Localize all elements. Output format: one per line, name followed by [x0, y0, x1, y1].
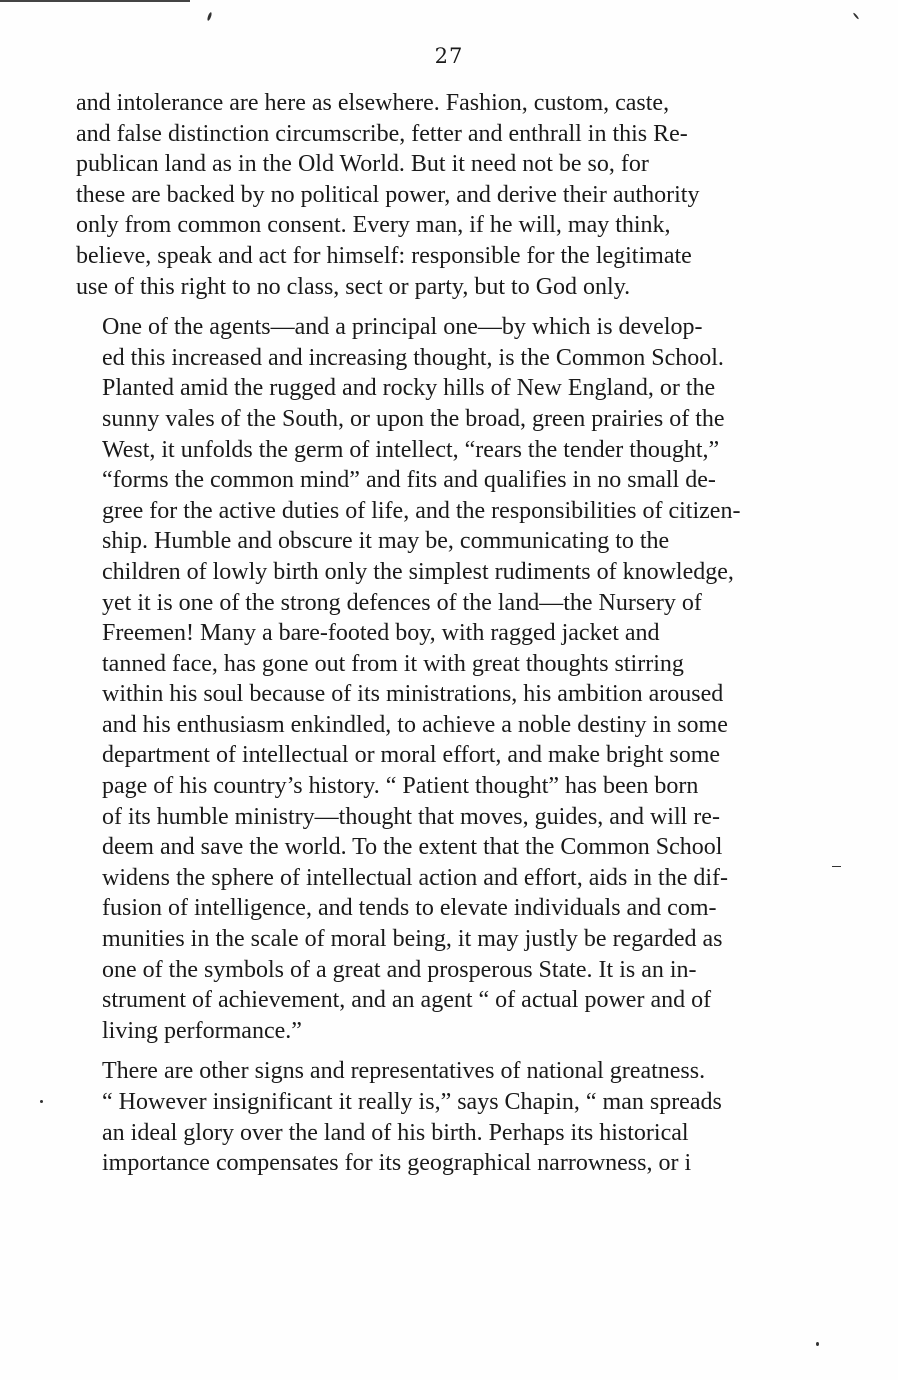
text-line: believe, speak and act for himself: responsible for the legitimate	[76, 242, 692, 269]
text-line: an ideal glory over the land of his birth. Perhaps its historical	[102, 1119, 689, 1146]
text-line: One of the agents—and a principal one—by which is develop-	[102, 314, 703, 341]
page-number: 27	[434, 44, 464, 68]
text-line: “ However insignificant it really is,” says Chapin, “ man spreads	[102, 1089, 722, 1115]
text-line: use of this right to no class, sect or party, but to God only.	[76, 273, 631, 300]
text-line: Freemen! Many a bare-footed boy, with ragged jacket and	[102, 620, 660, 647]
ink-speck	[40, 1100, 43, 1103]
text-line: yet it is one of the strong defences of the land—the Nursery of	[102, 589, 702, 616]
text-line: and his enthusiasm enkindled, to achieve a noble destiny in some	[102, 711, 728, 738]
text-line: “forms the common mind” and fits and qualifies in no small de-	[102, 467, 716, 494]
ink-speck	[832, 866, 841, 867]
body-text	[76, 88, 794, 1179]
text-line: ed this increased and increasing thought, is the Common School.	[102, 344, 724, 371]
text-line: widens the sphere of intellectual action and effort, aids in the dif-	[102, 864, 729, 891]
text-line: Planted amid the rugged and rocky hills of New England, or the	[102, 375, 716, 402]
paragraph-3	[76, 1056, 794, 1178]
text-line: strument of achievement, and an agent “ of actual power and of	[102, 987, 712, 1014]
text-line: these are backed by no political power, and derive their authority	[76, 181, 700, 208]
top-rule	[0, 0, 190, 5]
text-line: gree for the active duties of life, and the responsibilities of citizen-	[102, 497, 741, 524]
text-line: of its humble ministry—thought that moves, guides, and will re-	[102, 803, 720, 830]
paragraph-1	[76, 88, 794, 302]
text-line: munities in the scale of moral being, it may justly be regarded as	[102, 926, 723, 953]
text-line: living performance.”	[102, 1017, 302, 1044]
text-line: and false distinction circumscribe, fetter and enthrall in this Re-	[76, 120, 688, 147]
text-line: publican land as in the Old World. But it need not be so, for	[76, 151, 649, 178]
ink-speck	[207, 12, 213, 21]
text-line: department of intellectual or moral effort, and make bright some	[102, 742, 721, 769]
ink-speck	[853, 12, 860, 19]
text-line: children of lowly birth only the simplest rudiments of knowledge,	[102, 558, 734, 585]
text-line: within his soul because of its ministrations, his ambition aroused	[102, 681, 724, 708]
text-line: ship. Humble and obscure it may be, communicating to the	[102, 528, 670, 555]
text-line: importance compensates for its geographical narrowness, or i	[102, 1150, 692, 1177]
ink-speck	[816, 1342, 819, 1346]
text-line: sunny vales of the South, or upon the broad, green prairies of the	[102, 405, 725, 432]
text-line: and intolerance are here as elsewhere. Fashion, custom, caste,	[76, 90, 670, 116]
text-line: one of the symbols of a great and prosperous State. It is an in-	[102, 956, 697, 983]
text-line: page of his country’s history. “ Patient thought” has been born	[102, 773, 699, 800]
text-line: tanned face, has gone out from it with great thoughts stirring	[102, 650, 684, 677]
paragraph-2	[76, 312, 794, 1046]
text-line: fusion of intelligence, and tends to elevate individuals and com-	[102, 895, 717, 922]
text-line: There are other signs and representatives of national greatness.	[102, 1058, 706, 1085]
text-line: West, it unfolds the germ of intellect, “rears the tender thought,”	[102, 436, 720, 463]
text-line: only from common consent. Every man, if he will, may think,	[76, 212, 671, 239]
text-line: deem and save the world. To the extent that the Common School	[102, 834, 723, 861]
